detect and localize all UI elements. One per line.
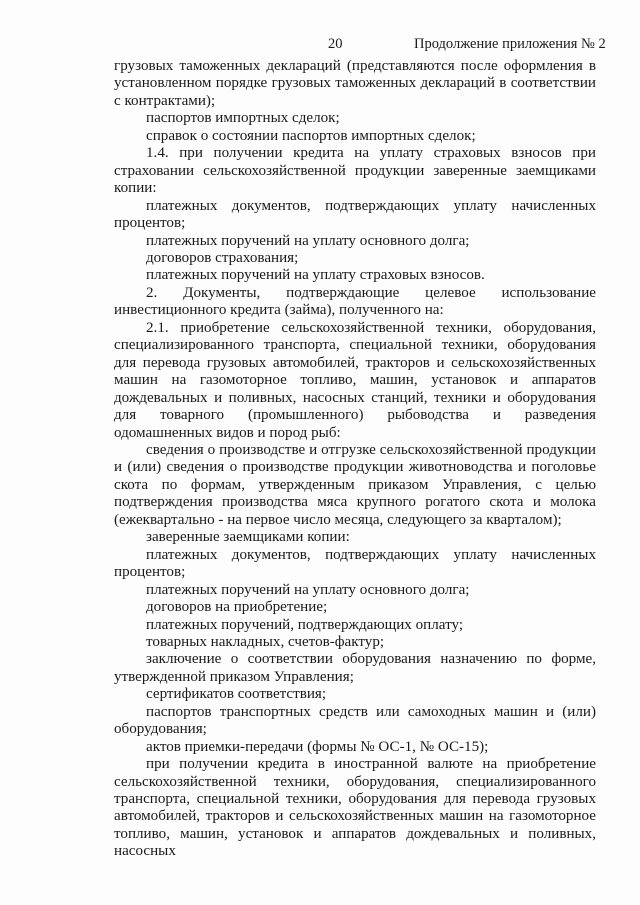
paragraph-payment-documents: платежных документов, подтверждающих уплату начисленных процентов;	[114, 197, 596, 232]
paragraph-certified-copies: заверенные заемщиками копии:	[146, 529, 350, 546]
page-header	[0, 36, 640, 56]
paragraph-principal-payments-2: платежных поручений на уплату основного долга;	[146, 581, 470, 598]
paragraph-passport-status: справок о состоянии паспортов импортных сделок;	[146, 127, 476, 144]
paragraph-section-2-1: 2.1. приобретение сельскохозяйственной техники, оборудования, специализированного транспорта, специальной техники, оборудования для перевода грузовых автомобилей, тракторов и сельскохозяйственных машин на газомоторное топливо, машин, установок и аппаратов дождевальных и поливных, насосных станций, техники и оборудования для товарного (промышленного) рыбоводства и разведения одомашненных видов и пород рыб:	[114, 319, 596, 441]
paragraph-production-info: сведения о производстве и отгрузке сельскохозяйственной продукции и (или) сведения о производстве продукции животноводства и поголовье скота по формам, утвержденным приказом Управления, с целью подтверждения производства мяса крупного рогатого скота и молока (ежеквартально - на первое число месяца, следующего за кварталом);	[114, 441, 596, 528]
page-number: 20	[328, 36, 343, 52]
document-body	[114, 58, 596, 861]
paragraph-insurance-contracts: договоров страхования;	[146, 249, 299, 266]
paragraph-vehicle-passports: паспортов транспортных средств или самоходных машин и (или) оборудования;	[114, 703, 596, 738]
paragraph-principal-payments: платежных поручений на уплату основного долга;	[146, 232, 470, 249]
paragraph-equipment-conclusion: заключение о соответствии оборудования назначению по форме, утвержденной приказом Управления;	[114, 651, 596, 685]
paragraph-acceptance-acts: актов приемки-передачи (формы № ОС-1, № ОС-15);	[146, 738, 489, 755]
paragraph-insurance-payments: платежных поручений на уплату страховых взносов.	[146, 267, 485, 284]
paragraph-purchase-contracts: договоров на приобретение;	[146, 599, 328, 616]
paragraph-payment-orders: платежных поручений, подтверждающих оплату;	[146, 616, 464, 633]
paragraph-import-passports: паспортов импортных сделок;	[146, 110, 340, 127]
paragraph-certificates: сертификатов соответствия;	[146, 686, 327, 703]
paragraph-customs-declarations: грузовых таможенных деклараций (представляются после оформления в установленном порядке грузовых таможенных деклараций в соответствии с контрактами);	[114, 58, 596, 109]
paragraph-section-1-4: 1.4. при получении кредита на уплату страховых взносов при страховании сельскохозяйственной продукции заверенные заемщиками копии:	[114, 145, 596, 197]
paragraph-payment-documents-2: платежных документов, подтверждающих уплату начисленных процентов;	[114, 546, 596, 581]
paragraph-section-2: 2. Документы, подтверждающие целевое использование инвестиционного кредита (займа), полученного на:	[114, 284, 596, 319]
paragraph-foreign-currency-credit: при получении кредита в иностранной валюте на приобретение сельскохозяйственной техники, оборудования, специализированного транспорта, специальной техники, оборудования для перевода грузовых автомобилей, тракторов и сельскохозяйственных машин на газомоторное топливо, машин, установок и аппаратов дождевальных и поливных, насосных	[114, 756, 596, 860]
appendix-continuation-title: Продолжение приложения № 2	[414, 36, 606, 52]
paragraph-invoices: товарных накладных, счетов-фактур;	[146, 633, 385, 650]
